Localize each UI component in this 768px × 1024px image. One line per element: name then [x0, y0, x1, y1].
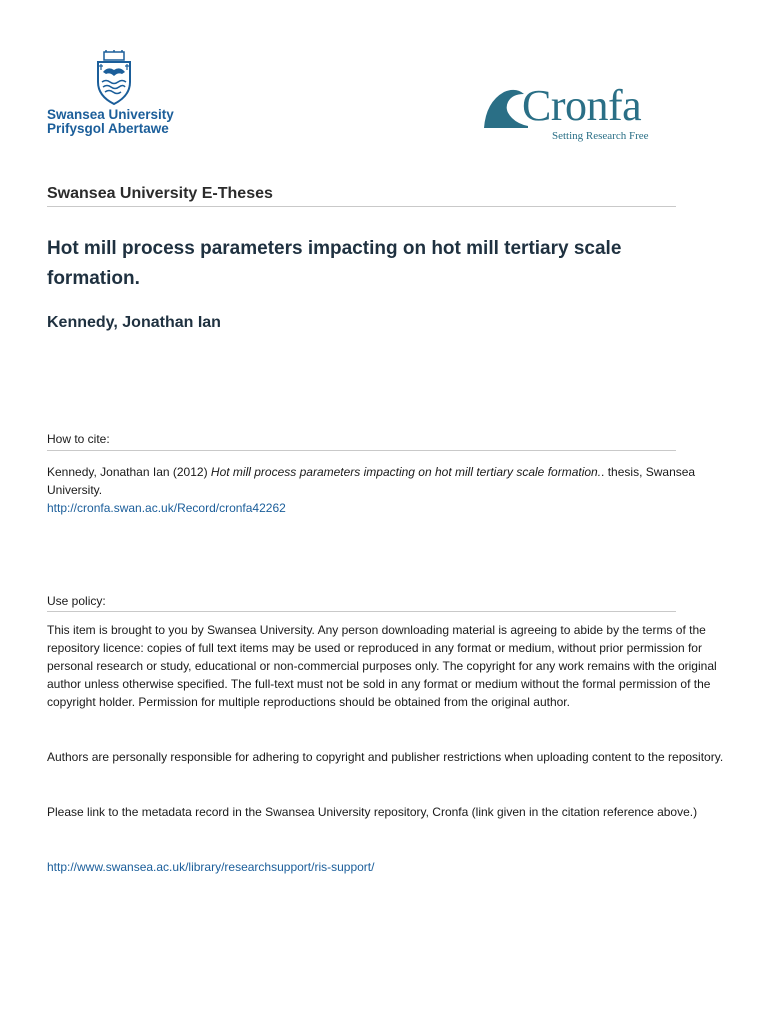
- cronfa-wordmark: Cronfa: [522, 81, 642, 130]
- thesis-author: Kennedy, Jonathan Ian: [47, 314, 221, 331]
- use-policy-label: Use policy:: [47, 594, 106, 608]
- university-name-welsh: Prifysgol Abertawe: [47, 121, 169, 136]
- divider: [47, 206, 676, 207]
- metadata-link-paragraph: Please link to the metadata record in the Swansea University repository, Cronfa (link given in the citation reference above.): [47, 805, 698, 819]
- citation-title: Hot mill process parameters impacting on hot mill tertiary scale formation.: [210, 465, 602, 479]
- university-name-english: Swansea University: [47, 107, 174, 122]
- how-to-cite-label: How to cite:: [47, 432, 110, 446]
- cronfa-logo: [482, 81, 672, 146]
- responsibility-paragraph: Authors are personally responsible for adhering to copyright and publisher restrictions when uploading content to the repository.: [47, 750, 724, 764]
- thesis-title: Hot mill process parameters impacting on hot mill tertiary scale formation.: [47, 238, 622, 289]
- ris-support-link[interactable]: http://www.swansea.ac.uk/library/researchsupport/ris-support/: [47, 860, 375, 874]
- series-title: Swansea University E-Theses: [47, 185, 273, 202]
- university-name: [47, 108, 174, 136]
- university-logo: [47, 50, 187, 140]
- citation-author-year: Kennedy, Jonathan Ian (2012): [47, 465, 211, 479]
- university-crest-icon: [94, 50, 134, 106]
- citation-suffix: . thesis, Swansea University.: [47, 465, 696, 497]
- cronfa-tagline: Setting Research Free: [552, 130, 649, 142]
- citation-block: [47, 463, 727, 517]
- citation-record-link[interactable]: http://cronfa.swan.ac.uk/Record/cronfa42262: [47, 501, 286, 515]
- policy-paragraph: This item is brought to you by Swansea University. Any person downloading material is agreeing to abide by the terms of the repository licence: copies of full text items may be used or reproduced in any format or medium, without prior permission for personal research or study, educational or non-commercial purposes only. The copyright for any work remains with the original author unless otherwise specified. The full-text must not be sold in any format or medium without the formal permission of the copyright holder. Permission for multiple reproductions should be obtained from the original author.: [47, 623, 717, 709]
- divider: [47, 611, 676, 612]
- divider: [47, 450, 676, 451]
